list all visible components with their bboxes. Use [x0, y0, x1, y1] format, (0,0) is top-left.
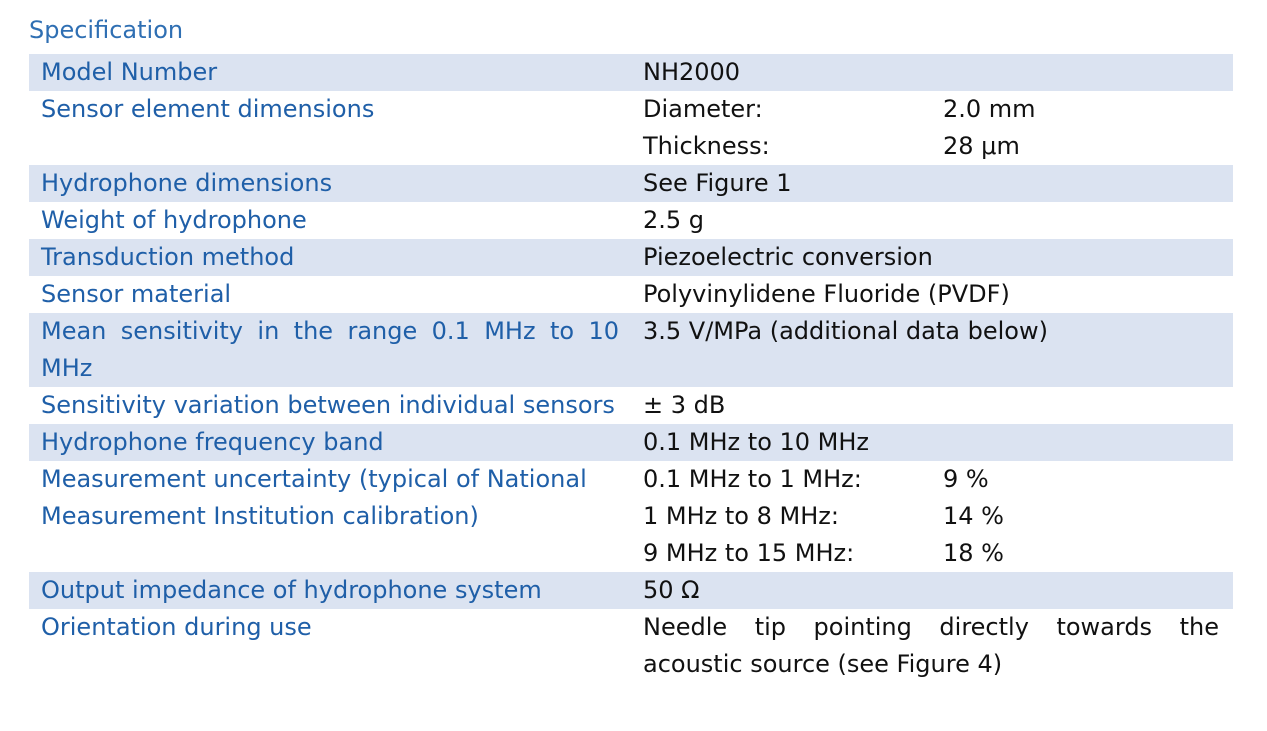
dimension-key: Diameter:: [643, 95, 763, 123]
row-label: Sensitivity variation between individual sensors: [41, 391, 615, 419]
uncertainty-range: 1 MHz to 8 MHz:: [643, 502, 839, 530]
row-label: Hydrophone frequency band: [41, 428, 384, 456]
uncertainty-value: 9 %: [943, 465, 989, 493]
uncertainty-value: 14 %: [943, 502, 1004, 530]
dimension-value: 2.0 mm: [943, 95, 1036, 123]
row-label: Hydrophone dimensions: [41, 169, 333, 197]
uncertainty-pair: [643, 535, 1233, 572]
row-value: [619, 461, 1233, 572]
dimension-value: 28 μm: [943, 132, 1020, 160]
row-value: Needle tip pointing directly towards the acoustic source (see Figure 4): [643, 613, 1219, 678]
row-value: ± 3 dB: [643, 391, 726, 419]
row-value: See Figure 1: [643, 169, 792, 197]
section-title: Specification: [29, 16, 184, 44]
row-label: Output impedance of hydrophone system: [41, 576, 542, 604]
row-frequency-band: [29, 424, 1233, 461]
row-value: 3.5 V/MPa (additional data below): [643, 317, 1048, 345]
uncertainty-range: 9 MHz to 15 MHz:: [643, 539, 855, 567]
row-label: Sensor element dimensions: [41, 95, 375, 123]
row-value: 50 Ω: [643, 576, 700, 604]
row-measurement-uncertainty: [29, 461, 1233, 572]
row-value: Piezoelectric conversion: [643, 243, 933, 271]
row-label: Weight of hydrophone: [41, 206, 307, 234]
row-hydrophone-dimensions: [29, 165, 1233, 202]
row-transduction-method: [29, 239, 1233, 276]
row-sensor-material: [29, 276, 1233, 313]
row-label: Sensor material: [41, 280, 232, 308]
dimension-pair: [643, 128, 1233, 165]
row-value: [619, 91, 1233, 165]
row-value: 2.5 g: [643, 206, 705, 234]
uncertainty-pair: [643, 498, 1233, 535]
row-sensitivity-variation: [29, 387, 1233, 424]
row-label: Measurement uncertainty (typical of National Measurement Institution calibration): [41, 465, 587, 530]
row-output-impedance: [29, 572, 1233, 609]
dimension-key: Thickness:: [643, 132, 770, 160]
row-value: Polyvinylidene Fluoride (PVDF): [643, 280, 1010, 308]
dimension-pair: [643, 91, 1233, 128]
row-weight: [29, 202, 1233, 239]
row-sensor-element-dimensions: [29, 91, 1233, 165]
row-label: Transduction method: [41, 243, 295, 271]
row-label: Model Number: [41, 58, 218, 86]
row-value: 0.1 MHz to 10 MHz: [643, 428, 870, 456]
row-label: Orientation during use: [41, 613, 312, 641]
row-orientation: [29, 609, 1233, 683]
row-label: Mean sensitivity in the range 0.1 MHz to 10 MHz: [41, 317, 619, 382]
uncertainty-range: 0.1 MHz to 1 MHz:: [643, 465, 862, 493]
uncertainty-pair: [643, 461, 1233, 498]
row-value: NH2000: [643, 58, 741, 86]
row-model-number: [29, 54, 1233, 91]
specification-table: [29, 54, 1233, 683]
row-mean-sensitivity: [29, 313, 1233, 387]
uncertainty-value: 18 %: [943, 539, 1004, 567]
